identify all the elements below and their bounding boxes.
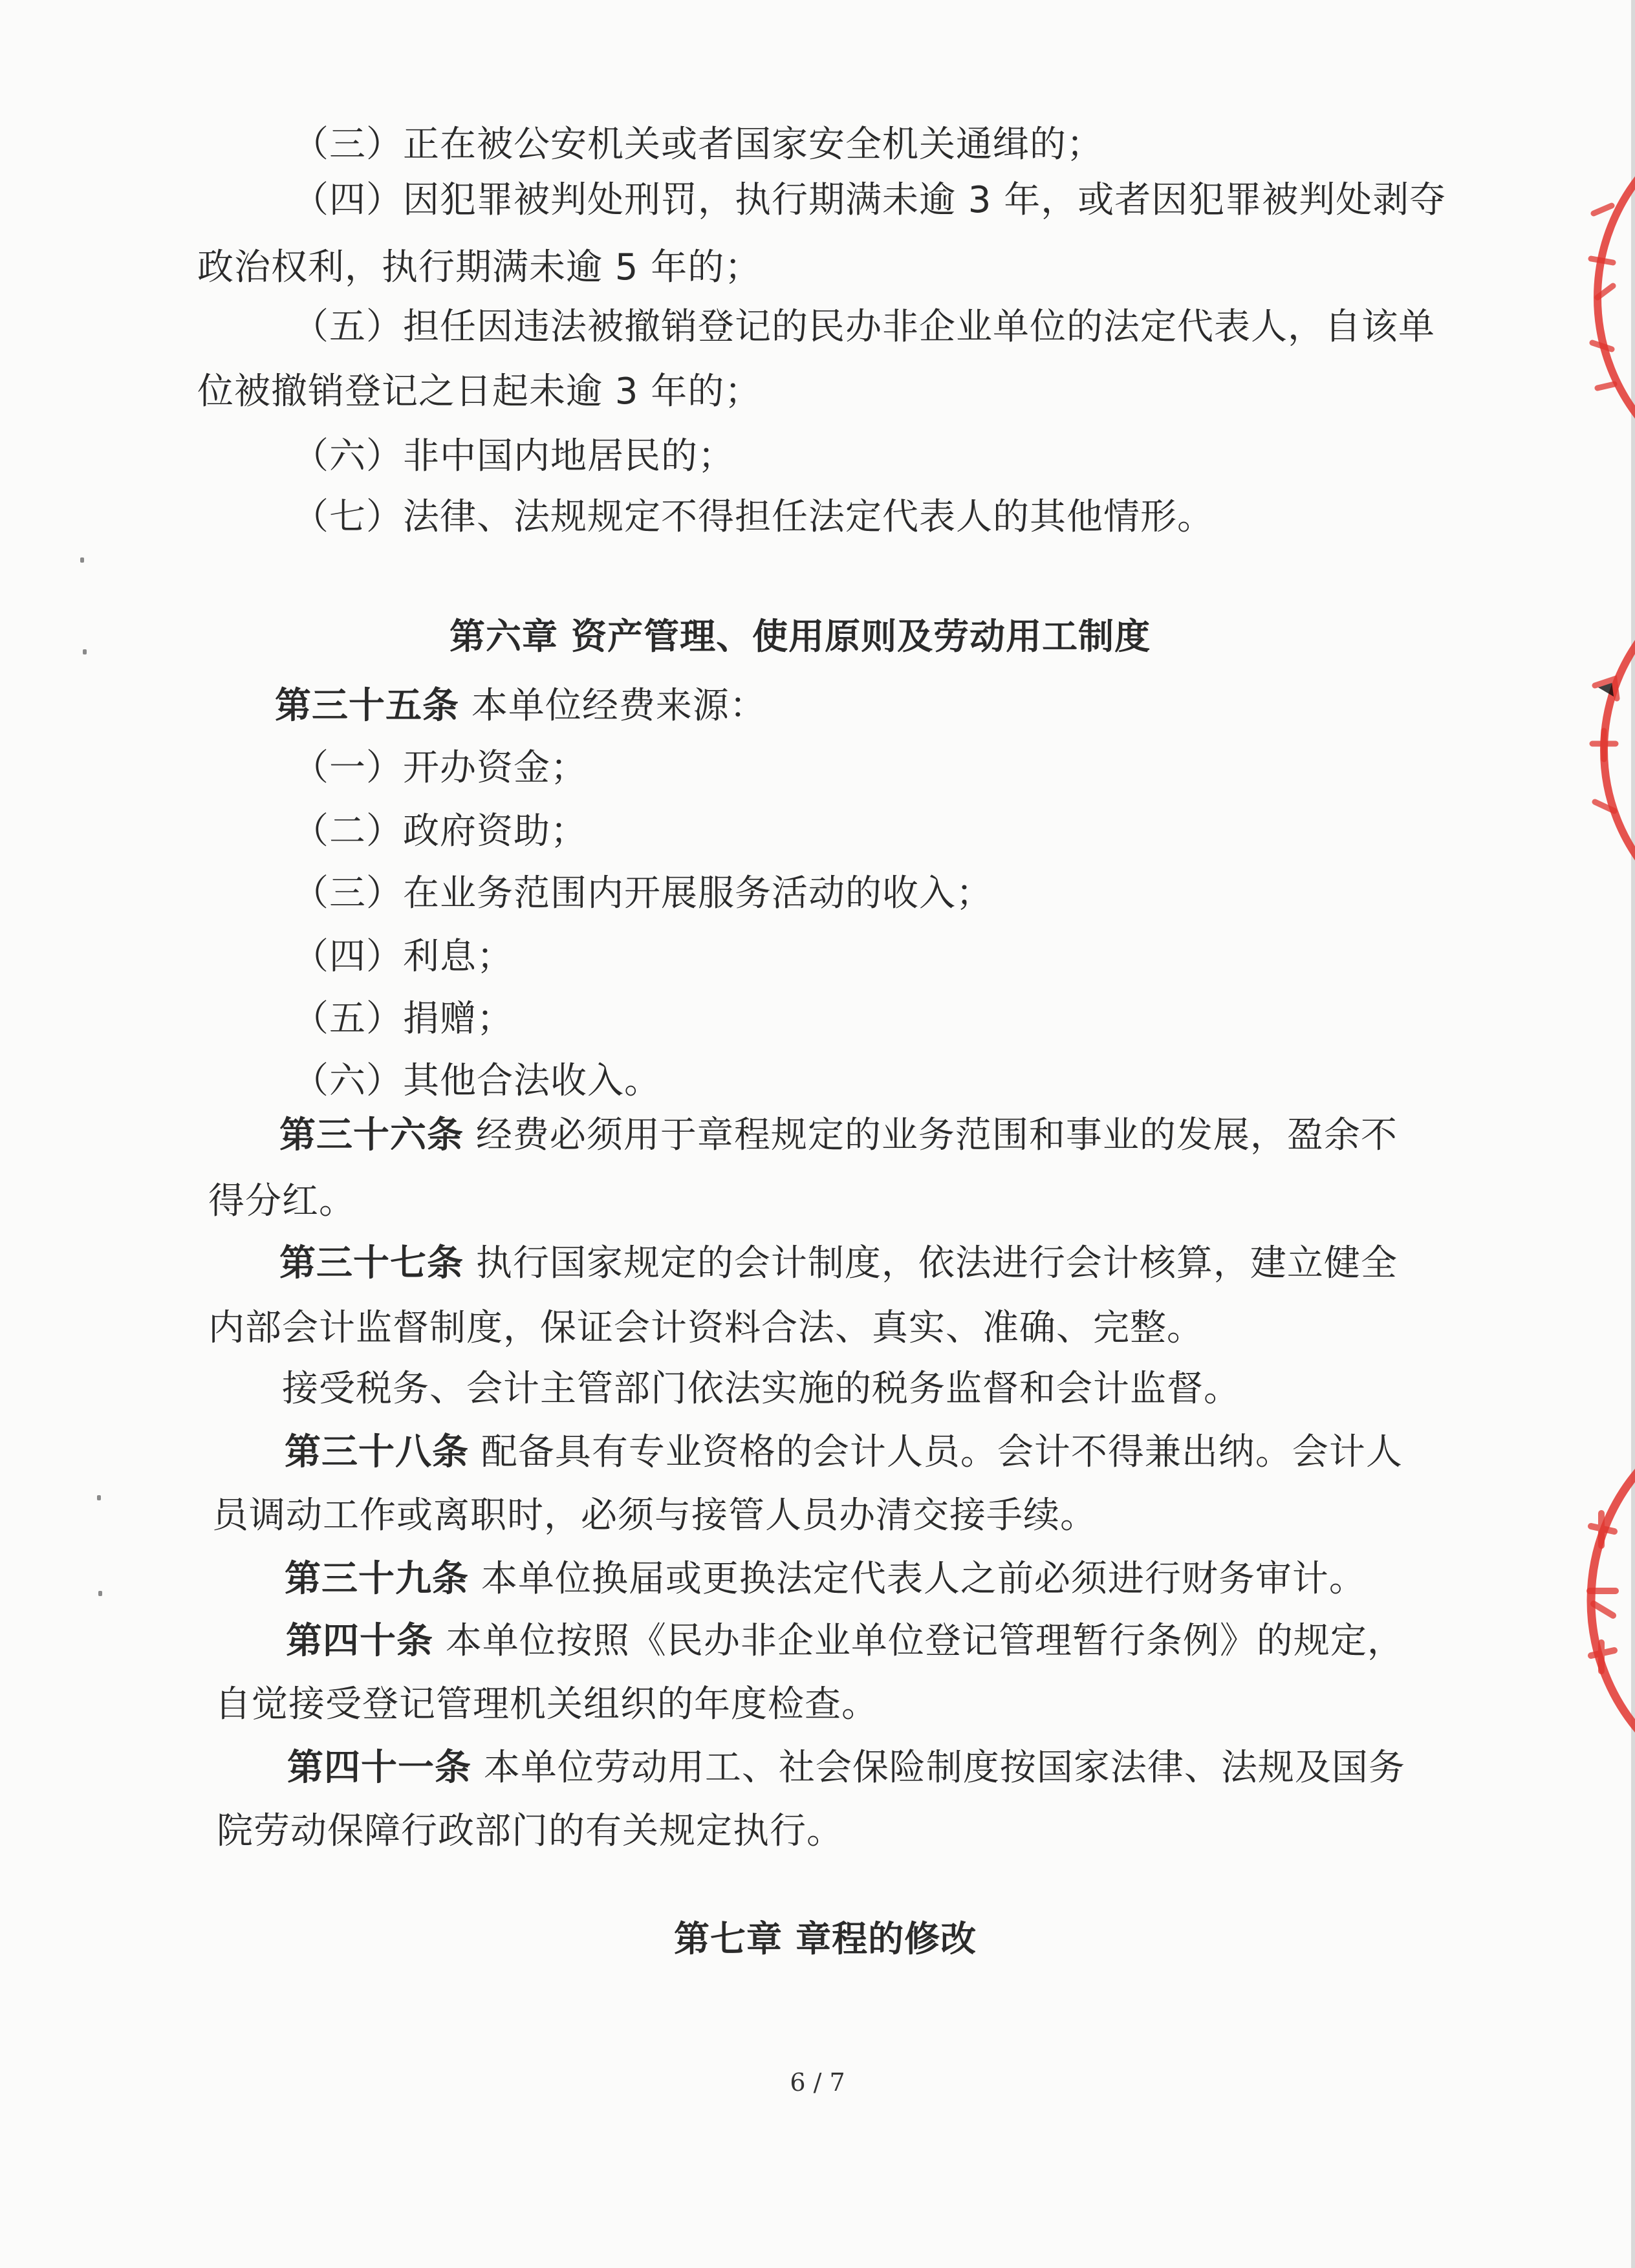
article-37 xyxy=(279,1240,1398,1287)
list-item-continuation: 政治权利，执行期满未逾 5 年的； xyxy=(197,246,762,288)
scan-speck xyxy=(83,649,87,654)
chapter-7-title: 第七章 章程的修改 xyxy=(674,1918,977,1960)
article-continuation: 院劳动保障行政部门的有关规定执行。 xyxy=(217,1810,843,1852)
scan-speck xyxy=(97,1495,101,1500)
list-item: （四）利息； xyxy=(292,936,514,978)
article-label: 第三十九条 xyxy=(285,1558,469,1600)
article-label: 第四十条 xyxy=(286,1620,433,1662)
article-36 xyxy=(279,1112,1398,1159)
list-item: （一）开办资金； xyxy=(292,747,587,789)
list-item-continuation: 位被撤销登记之日起未逾 3 年的； xyxy=(197,371,762,413)
scan-speck xyxy=(98,1591,102,1596)
page-number: 6 / 7 xyxy=(790,2068,845,2097)
article-text: 本单位劳动用工、社会保险制度按国家法律、法规及国务 xyxy=(483,1747,1405,1789)
seal-stamp xyxy=(1578,614,1635,886)
article-text: 本单位换届或更换法定代表人之前必须进行财务审计。 xyxy=(481,1558,1366,1600)
article-40 xyxy=(286,1618,1404,1665)
article-continuation: 员调动工作或离职时，必须与接管人员办清交接手续。 xyxy=(212,1495,1097,1537)
article-35 xyxy=(275,683,766,729)
article-label: 第四十一条 xyxy=(287,1747,471,1789)
list-item: （五）担任因违法被撤销登记的民办非企业单位的法定代表人，自该单 xyxy=(292,306,1435,348)
article-continuation: 内部会计监督制度，保证会计资料合法、真实、准确、完整。 xyxy=(208,1307,1204,1349)
article-38 xyxy=(285,1429,1403,1476)
list-item: （七）法律、法规规定不得担任法定代表人的其他情形。 xyxy=(292,496,1214,538)
article-paragraph: 接受税务、会计主管部门依法实施的税务监督和会计监督。 xyxy=(282,1368,1240,1410)
list-item: （五）捐赠； xyxy=(292,998,514,1040)
seal-stamp xyxy=(1572,1449,1635,1753)
scan-speck xyxy=(80,557,84,563)
article-text: 经费必须用于章程规定的业务范围和事业的发展，盈余不 xyxy=(475,1114,1398,1156)
list-item: （二）政府资助； xyxy=(292,810,587,852)
article-label: 第三十五条 xyxy=(275,685,459,727)
article-text: 执行国家规定的会计制度，依法进行会计核算，建立健全 xyxy=(475,1242,1398,1284)
list-item: （三）正在被公安机关或者国家安全机关通缉的； xyxy=(292,124,1103,166)
article-41 xyxy=(287,1745,1405,1791)
list-item: （六）其他合法收入。 xyxy=(292,1060,661,1102)
article-label: 第三十八条 xyxy=(285,1431,469,1473)
article-text: 本单位经费来源： xyxy=(471,685,766,727)
chapter-6-title: 第六章 资产管理、使用原则及劳动用工制度 xyxy=(449,616,1151,657)
seal-stamp xyxy=(1578,155,1635,440)
article-continuation: 得分红。 xyxy=(208,1180,356,1222)
article-label: 第三十六条 xyxy=(279,1114,464,1156)
list-item: （四）因犯罪被判处刑罚，执行期满未逾 3 年，或者因犯罪被判处剥夺 xyxy=(292,179,1447,221)
list-item: （三）在业务范围内开展服务活动的收入； xyxy=(292,872,993,914)
article-label: 第三十七条 xyxy=(279,1242,464,1284)
list-item: （六）非中国内地居民的； xyxy=(292,435,735,477)
article-text: 本单位按照《民办非企业单位登记管理暂行条例》的规定， xyxy=(445,1620,1404,1662)
article-39 xyxy=(285,1556,1366,1603)
article-continuation: 自觉接受登记管理机关组织的年度检查。 xyxy=(215,1683,878,1725)
article-text: 配备具有专业资格的会计人员。会计不得兼出纳。会计人 xyxy=(481,1431,1403,1473)
